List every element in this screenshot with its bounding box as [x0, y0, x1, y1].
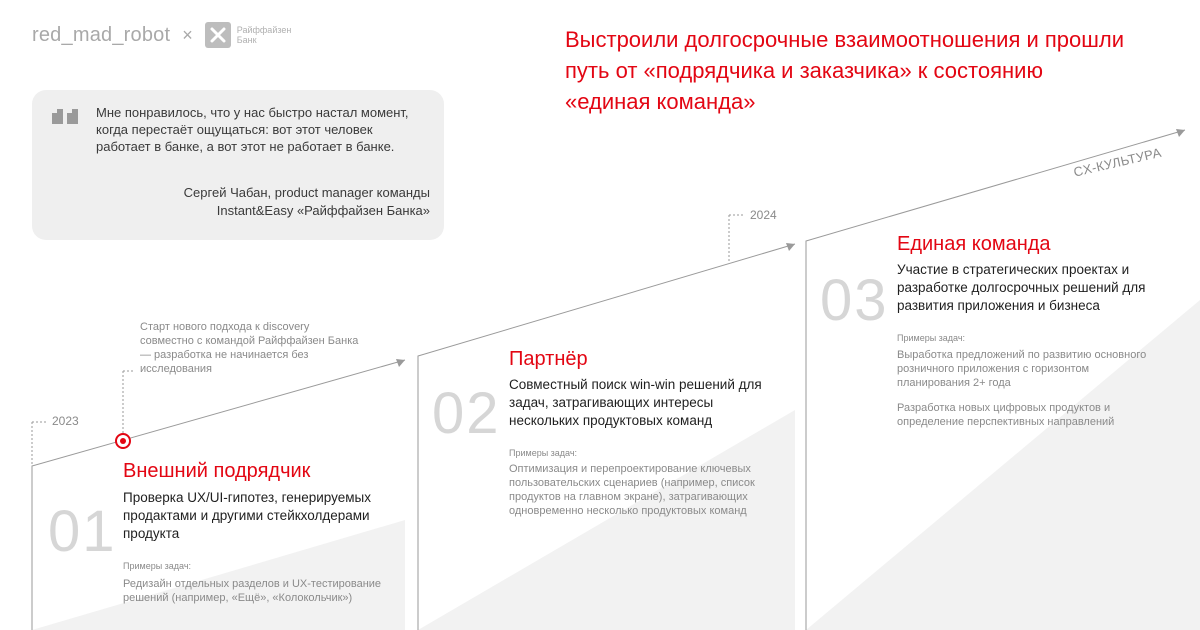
- brand-separator: ×: [182, 24, 193, 45]
- axis-label: CX-КУЛЬТУРА: [1072, 144, 1163, 180]
- arrow-head-1: [396, 359, 405, 367]
- stage-title: Внешний подрядчик: [123, 460, 311, 482]
- stage-number: 03: [820, 268, 889, 333]
- stage-description: Проверка UX/UI-гипотез, генерируемых продактами и другими стейкхолдерами продукта: [123, 490, 371, 541]
- stage-example: Оптимизация и перепроектирование ключевых пользовательских сценариев (например, список продуктов на главном экране), затрагивающих одновременно несколько продуктовых команд: [509, 463, 755, 517]
- stage-example: Выработка предложений по развитию основного розничного приложения с горизонтом планирования 2+ года: [897, 349, 1147, 389]
- quote-author: Сергей Чабан, product manager команды Instant&Easy «Райффайзен Банка»: [183, 185, 430, 218]
- bank-logo-icon: [205, 22, 231, 48]
- bank-logo: [205, 22, 297, 48]
- stage-description: Участие в стратегических проектах и разработке долгосрочных решений для развития приложения и бизнеса: [897, 262, 1146, 313]
- stage-title: Партнёр: [509, 348, 588, 370]
- stage-examples-label: Примеры задач:: [897, 333, 966, 343]
- quote-text: Мне понравилось, что у нас быстро настал момент, когда перестаёт ощущаться: вот этот человек работает в банке, а вот этот не работает в банке.: [96, 105, 409, 154]
- stage-title: Единая команда: [897, 233, 1051, 255]
- stage-number: 01: [48, 499, 117, 564]
- bank-logo-text: Райффайзен Банк: [236, 25, 292, 45]
- studio-logo-text: red_mad_robot: [32, 23, 171, 46]
- year-2023-label: 2023: [52, 414, 79, 428]
- brand-header: [32, 22, 297, 48]
- stage-example: Разработка новых цифровых продуктов и определение перспективных направлений: [897, 402, 1115, 428]
- arrow-head-2: [786, 243, 795, 251]
- quote-mark-icon: [52, 109, 80, 131]
- stage-example: Редизайн отдельных разделов и UX-тестирование решений (например, «Ещё», «Колокольчик»): [123, 578, 382, 604]
- page-headline: Выстроили долгосрочные взаимоотношения и прошли путь от «подрядчика и заказчика» к состоянию «единая команда»: [565, 27, 1125, 114]
- stage-examples-label: Примеры задач:: [509, 448, 578, 458]
- start-marker: [115, 433, 131, 449]
- start-note: Старт нового подхода к discovery совместно с командой Райффайзен Банка — разработка не начинается без исследования: [140, 321, 359, 375]
- stage-examples-label: Примеры задач:: [123, 561, 192, 571]
- arrow-head-3: [1176, 129, 1185, 137]
- stage-number: 02: [432, 381, 501, 446]
- year-2024-label: 2024: [750, 208, 777, 222]
- stage-description: Совместный поиск win-win решений для задач, затрагивающих интересы нескольких продуктовых команд: [509, 377, 762, 428]
